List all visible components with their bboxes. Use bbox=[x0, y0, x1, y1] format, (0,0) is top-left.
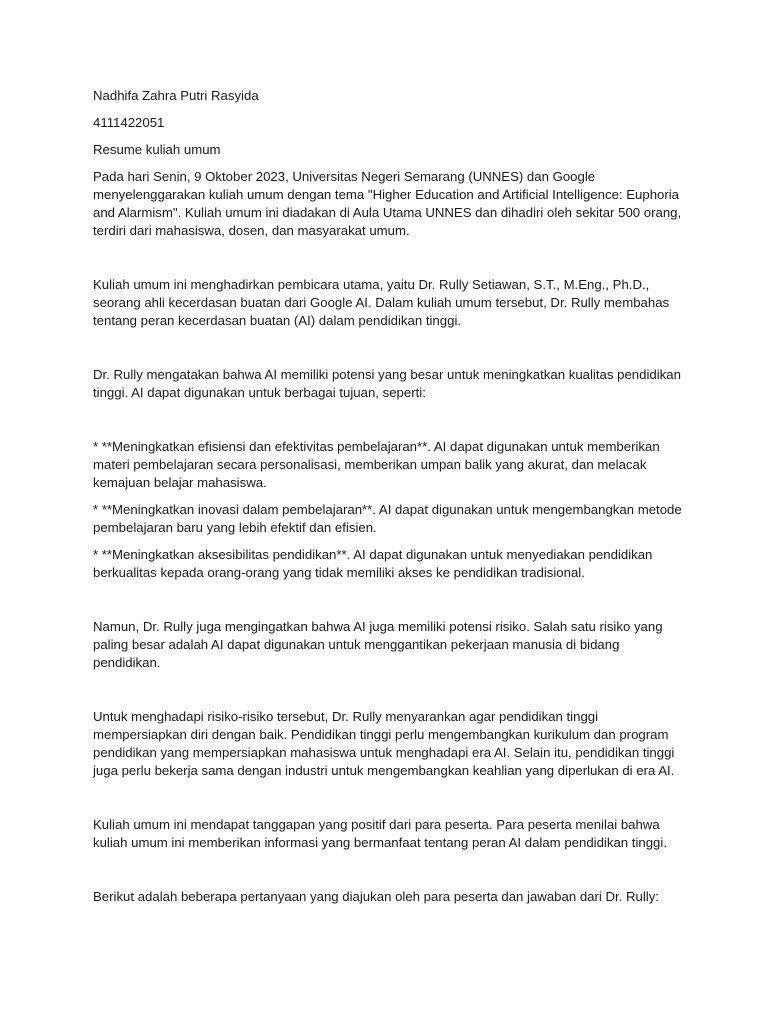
student-id: 4111422051 bbox=[93, 115, 165, 130]
bullet-innovation: * **Meningkatkan inovasi dalam pembelajaran**. AI dapat digunakan untuk mengembangkan metode pembelajaran baru yang lebih efektif dan efisien. bbox=[93, 502, 682, 535]
document-title: Resume kuliah umum bbox=[93, 142, 221, 157]
bullet-accessibility: * **Meningkatkan aksesibilitas pendidikan**. AI dapat digunakan untuk menyediakan pendidikan berkualitas kepada orang-orang yang tidak memiliki akses ke pendidikan tradisional. bbox=[93, 547, 653, 580]
paragraph-questions: Berikut adalah beberapa pertanyaan yang diajukan oleh para peserta dan jawaban dari Dr. Rully: bbox=[93, 889, 659, 904]
paragraph-preparation: Untuk menghadapi risiko-risiko tersebut, Dr. Rully menyarankan agar pendidikan tinggi mempersiapkan diri dengan baik. Pendidikan tinggi perlu mengembangkan kurikulum dan program pendidikan yang mempersiapkan mahasiswa untuk menghadapi era AI. Selain itu, pendidikan tinggi juga perlu bekerja sama dengan industri untuk mengembangkan keahlian yang diperlukan di era AI. bbox=[93, 709, 675, 778]
paragraph-response: Kuliah umum ini mendapat tanggapan yang positif dari para peserta. Para peserta menilai bahwa kuliah umum ini memberikan informasi yang bermanfaat tentang peran AI dalam pendidikan tinggi. bbox=[93, 817, 667, 850]
paragraph-intro: Pada hari Senin, 9 Oktober 2023, Universitas Negeri Semarang (UNNES) dan Google menyelenggarakan kuliah umum dengan tema "Higher Education and Artificial Intelligence: Euphoria and Alarmism". Kuliah umum ini diadakan di Aula Utama UNNES dan dihadiri oleh sekitar 500 orang, terdiri dari mahasiswa, dosen, dan masyarakat umum. bbox=[93, 169, 682, 238]
paragraph-potential: Dr. Rully mengatakan bahwa AI memiliki potensi yang besar untuk meningkatkan kualitas pendidikan tinggi. AI dapat digunakan untuk berbagai tujuan, seperti: bbox=[93, 367, 681, 400]
document-page bbox=[93, 87, 683, 906]
author-name: Nadhifa Zahra Putri Rasyida bbox=[93, 88, 259, 103]
paragraph-risk: Namun, Dr. Rully juga mengingatkan bahwa AI juga memiliki potensi risiko. Salah satu risiko yang paling besar adalah AI dapat digunakan untuk menggantikan pekerjaan manusia di bidang pendidikan. bbox=[93, 619, 663, 670]
bullet-efficiency: * **Meningkatkan efisiensi dan efektivitas pembelajaran**. AI dapat digunakan untuk memberikan materi pembelajaran secara personalisasi, memberikan umpan balik yang akurat, dan melacak kemajuan belajar mahasiswa. bbox=[93, 439, 660, 490]
paragraph-speaker: Kuliah umum ini menghadirkan pembicara utama, yaitu Dr. Rully Setiawan, S.T., M.Eng., Ph.D., seorang ahli kecerdasan buatan dari Google AI. Dalam kuliah umum tersebut, Dr. Rully membahas tentang peran kecerdasan buatan (AI) dalam pendidikan tinggi. bbox=[93, 277, 670, 328]
